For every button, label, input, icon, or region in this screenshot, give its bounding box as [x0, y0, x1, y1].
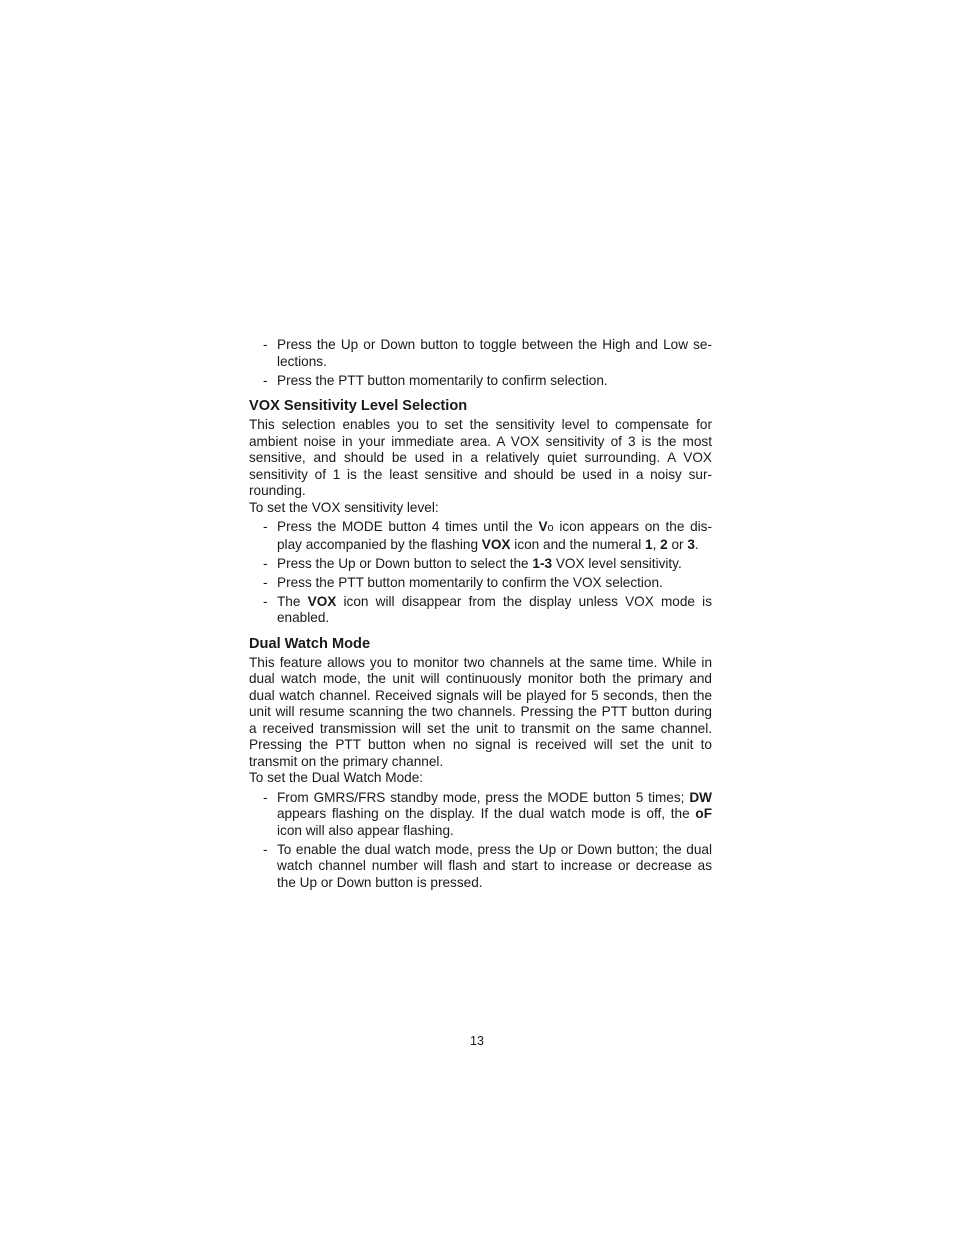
list-item: - Press the PTT button momentarily to confirm the VOX selection.: [249, 575, 712, 592]
text: From GMRS/FRS standby mode, press the MODE button 5 times;: [277, 789, 690, 805]
text: icon will also appear flashing.: [277, 822, 454, 838]
vox-steps-list: [249, 519, 712, 627]
text: Press the MODE button 4 times until the: [277, 519, 539, 534]
text: The: [277, 593, 308, 609]
toggle-instructions-list: [249, 337, 712, 389]
text: or: [667, 536, 688, 552]
list-item: - To enable the dual watch mode, press the Up or Down button; the dual watch channel number will flash and start to increase or decrease as the Up or Down button is pressed.: [249, 842, 712, 892]
vox-section-heading: VOX Sensitivity Level Selection: [249, 398, 468, 414]
vox-icon-label: VOX: [307, 593, 337, 609]
page-number: 13: [470, 1034, 484, 1048]
level-range: 1-3: [532, 555, 553, 571]
vo-icon-label: Vo: [538, 519, 554, 534]
list-item: [249, 594, 712, 627]
vox-icon-label: VOX: [481, 536, 511, 552]
text: Press the Up or Down button to select the: [277, 555, 533, 571]
text: .: [694, 536, 699, 552]
dw-icon-label: DW: [689, 789, 712, 805]
numeral-3: 3: [687, 536, 695, 552]
list-item: - Press the Up or Down button to toggle between the High and Low se-lections.: [249, 337, 712, 370]
list-item: [249, 556, 712, 573]
text: icon will disappear from the display unless VOX mode is enabled.: [277, 593, 713, 625]
list-item: [249, 790, 712, 840]
dual-watch-description: This feature allows you to monitor two channels at the same time. While in dual watch mode, the unit will continuously monitor both the primary and dual watch channel. Received signals will be played for 5 seconds, then the unit will resume scanning the two channels. Pressing the PTT button during a received transmission will set the unit to transmit on the same channel. Pressing the PTT button when no signal is received will set the unit to transmit on the primary channel.: [249, 654, 712, 769]
dual-watch-steps-list: [249, 790, 712, 892]
vox-description: This selection enables you to set the sensitivity level to compensate for ambient noise in your immediate area. A VOX sensitivity of 3 is the most sensitive, and should be used in a relatively quiet surrounding. A VOX sensitivity of 1 is the least sensitive and should be used in a noisy sur-rounding.: [249, 417, 712, 498]
list-item: - Press the PTT button momentarily to confirm selection.: [249, 373, 712, 390]
text: appears flashing on the display. If the dual watch mode is off, the: [277, 806, 696, 821]
manual-page: [249, 337, 712, 894]
text: VOX level sensitivity.: [552, 555, 682, 571]
list-item: [249, 519, 712, 553]
text: icon and the numeral: [510, 536, 646, 552]
of-icon-label: oF: [695, 806, 712, 821]
text: icon appears on the dis-play accompanied by the flashing: [277, 519, 712, 552]
numeral-2: 2: [660, 536, 668, 552]
dual-watch-intro: To set the Dual Watch Mode:: [249, 770, 424, 785]
text: ,: [652, 536, 661, 552]
numeral-1: 1: [645, 536, 653, 552]
dual-watch-heading: Dual Watch Mode: [249, 635, 371, 652]
vox-intro: To set the VOX sensitivity level:: [249, 499, 439, 515]
